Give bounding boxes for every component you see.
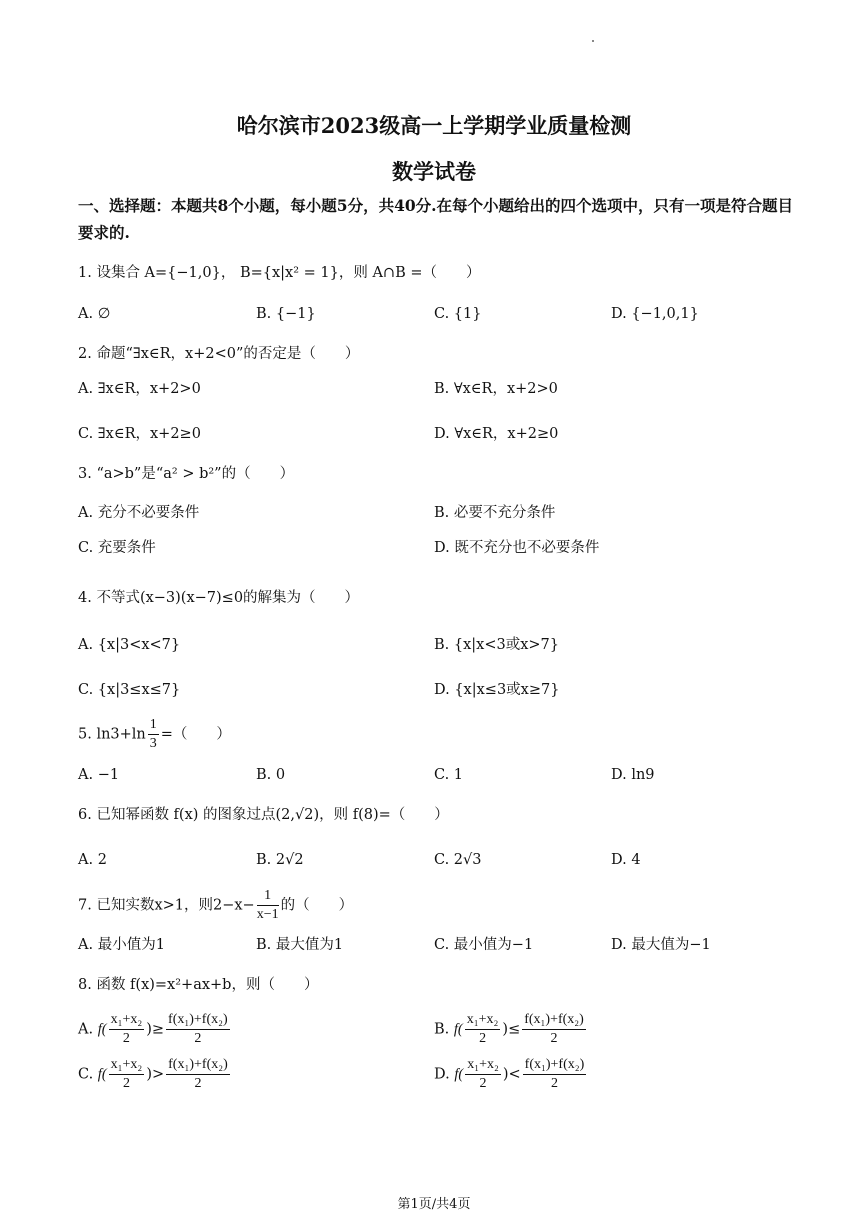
q8b-rhs-num: f(x₁)+f(x₂) <box>522 1011 586 1030</box>
question-6-stem: 6. 已知幂函数 f(x) 的图象过点(2,√2)，则 f(8)=（ ） <box>78 807 449 823</box>
q7-option-b: B. 最大值为1 <box>256 937 344 953</box>
q6-option-b: B. 2√2 <box>256 852 304 868</box>
q8b-lhs-den: 2 <box>479 1031 487 1046</box>
q4-option-c: C. {x|3≤x≤7} <box>78 682 181 698</box>
scan-dot <box>592 40 594 42</box>
q5-stem-prefix: 5. ln3+ln <box>78 726 146 743</box>
q7-stem-prefix: 7. 已知实数x>1，则2−x− <box>78 897 255 914</box>
q8c-label: C. <box>78 1066 94 1083</box>
page-footer: 第1页/共4页 <box>397 1197 471 1212</box>
q8a-rhs-num: f(x₁)+f(x₂) <box>166 1011 230 1030</box>
exam-subtitle: 数学试卷 <box>392 159 476 184</box>
question-2-stem: 2. 命题“∃x∈R，x+2<0”的否定是（ ） <box>78 346 360 362</box>
q2-option-d: D. ∀x∈R，x+2≥0 <box>434 426 559 442</box>
question-5-stem <box>78 716 231 753</box>
exam-title: 哈尔滨市2023级高一上学期学业质量检测 <box>236 113 632 138</box>
q8a-lhs-num: x₁+x₂ <box>109 1011 145 1030</box>
q3-option-b: B. 必要不充分条件 <box>434 505 556 521</box>
q2-option-c: C. ∃x∈R，x+2≥0 <box>78 426 201 442</box>
q2-option-a: A. ∃x∈R，x+2>0 <box>78 381 201 397</box>
q5-stem-suffix: =（ ） <box>160 726 231 743</box>
q4-option-a: A. {x|3<x<7} <box>78 637 181 653</box>
q8b-rhs-frac <box>522 1011 586 1048</box>
q3-option-c: C. 充要条件 <box>78 540 156 556</box>
q7-fraction-num: 1 <box>257 887 279 906</box>
q7-option-c: C. 最小值为−1 <box>434 937 534 953</box>
q4-option-b: B. {x|x<3或x>7} <box>434 637 559 653</box>
q5-option-c: C. 1 <box>434 767 464 783</box>
q5-option-b: B. 0 <box>256 767 286 783</box>
q8c-lhs-frac <box>109 1056 145 1093</box>
q7-stem-suffix: 的（ ） <box>280 897 354 914</box>
q2-option-b: B. ∀x∈R，x+2>0 <box>434 381 558 397</box>
q3-option-d: D. 既不充分也不必要条件 <box>434 540 600 556</box>
q6-option-d: D. 4 <box>611 852 641 868</box>
q8c-rhs-frac <box>166 1056 230 1093</box>
q8-option-c <box>78 1056 232 1093</box>
q8b-rhs-den: 2 <box>550 1031 558 1046</box>
q5-option-a: A. −1 <box>78 767 120 783</box>
q8b-lhs-pre: f( <box>453 1021 463 1038</box>
q8b-lhs-num: x₁+x₂ <box>465 1011 501 1030</box>
question-7-stem <box>78 887 353 924</box>
q7-fraction <box>257 887 279 924</box>
q7-option-a: A. 最小值为1 <box>78 937 165 953</box>
section-heading: 一、选择题：本题共8个小题，每小题5分，共40分.在每个小题给出的四个选项中，只有一项是符合题目要求的. <box>78 196 794 242</box>
q8a-op: )≥ <box>146 1021 165 1038</box>
q8d-label: D. <box>434 1066 450 1083</box>
q8b-label: B. <box>434 1021 450 1038</box>
q8-option-b <box>434 1011 588 1048</box>
q8c-rhs-num: f(x₁)+f(x₂) <box>166 1056 230 1075</box>
q3-option-a: A. 充分不必要条件 <box>78 505 200 521</box>
q8-option-a <box>78 1011 232 1048</box>
q8c-lhs-pre: f( <box>97 1066 107 1083</box>
q8c-rhs-den: 2 <box>194 1076 202 1091</box>
q5-fraction <box>148 716 159 753</box>
q7-option-d: D. 最大值为−1 <box>611 937 711 953</box>
q8a-lhs-den: 2 <box>122 1031 130 1046</box>
q8a-label: A. <box>78 1021 94 1038</box>
question-3-stem: 3. “a>b”是“a² > b²”的（ ） <box>78 466 295 482</box>
q8d-rhs-num: f(x₁)+f(x₂) <box>523 1056 587 1075</box>
q1-option-a: A. ∅ <box>78 306 111 322</box>
q7-fraction-den: x−1 <box>256 907 279 922</box>
q8a-rhs-frac <box>166 1011 230 1048</box>
q8d-lhs-den: 2 <box>479 1076 487 1091</box>
q1-option-b: B. {−1} <box>256 306 316 322</box>
q1-option-c: C. {1} <box>434 306 482 322</box>
q8c-lhs-num: x₁+x₂ <box>109 1056 145 1075</box>
question-4-stem: 4. 不等式(x−3)(x−7)≤0的解集为（ ） <box>78 590 360 606</box>
question-1-stem: 1. 设集合 A={−1,0}， B={x|x² = 1}，则 A∩B =（ ） <box>78 265 481 281</box>
q8c-op: )> <box>146 1066 165 1083</box>
q1-option-d: D. {−1,0,1} <box>611 306 699 322</box>
q8a-lhs-pre: f( <box>97 1021 107 1038</box>
q8a-rhs-den: 2 <box>194 1031 202 1046</box>
q4-option-d: D. {x|x≤3或x≥7} <box>434 682 560 698</box>
question-8-stem: 8. 函数 f(x)=x²+ax+b，则（ ） <box>78 977 319 993</box>
q8-option-d <box>434 1056 588 1093</box>
q8c-lhs-den: 2 <box>122 1076 130 1091</box>
q5-option-d: D. ln9 <box>611 767 655 783</box>
q8d-rhs-frac <box>523 1056 587 1093</box>
q5-fraction-num: 1 <box>148 716 159 735</box>
q8a-lhs-frac <box>109 1011 145 1048</box>
q8b-op: )≤ <box>502 1021 521 1038</box>
q8d-lhs-pre: f( <box>454 1066 464 1083</box>
q8d-op: )< <box>502 1066 521 1083</box>
q8d-lhs-frac <box>465 1056 501 1093</box>
q8b-lhs-frac <box>465 1011 501 1048</box>
q6-option-c: C. 2√3 <box>434 852 482 868</box>
q8d-rhs-den: 2 <box>550 1076 558 1091</box>
q8d-lhs-num: x₁+x₂ <box>465 1056 501 1075</box>
q5-fraction-den: 3 <box>149 736 157 751</box>
q6-option-a: A. 2 <box>78 852 107 868</box>
